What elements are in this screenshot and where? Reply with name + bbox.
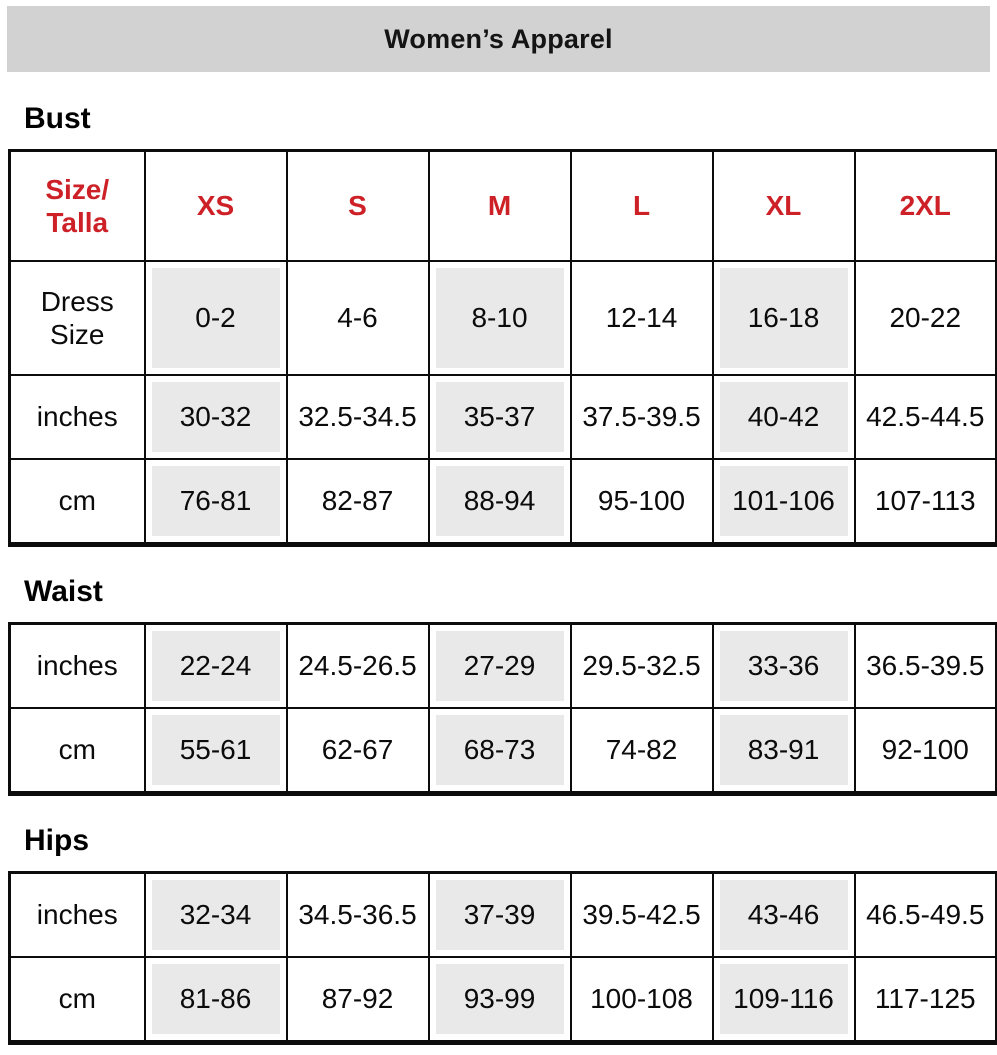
value-cell: 12-14: [571, 261, 713, 375]
row-label: Dress Size: [10, 261, 145, 375]
value-cell: 30-32: [145, 375, 287, 459]
size-chart-page: [0, 6, 997, 1045]
value-cell: 81-86: [145, 957, 287, 1043]
value-cell: 8-10: [429, 261, 571, 375]
value-cell: 93-99: [429, 957, 571, 1043]
value-cell: 39.5-42.5: [571, 873, 713, 958]
value-cell: 4-6: [287, 261, 429, 375]
value-cell: 0-2: [145, 261, 287, 375]
section-heading-hips: Hips: [24, 824, 90, 857]
value-cell: 95-100: [571, 459, 713, 545]
section-heading-bust: Bust: [24, 102, 91, 135]
value-cell: 100-108: [571, 957, 713, 1043]
value-cell: 68-73: [429, 708, 571, 794]
value-cell: 36.5-39.5: [855, 624, 997, 709]
waist-size-table: [8, 622, 997, 796]
value-cell: 92-100: [855, 708, 997, 794]
value-cell: 24.5-26.5: [287, 624, 429, 709]
waist-row-cm: [10, 708, 997, 794]
value-cell: 107-113: [855, 459, 997, 545]
size-talla-header-cell: [10, 151, 145, 262]
value-cell: 33-36: [713, 624, 855, 709]
size-column-header-l: L: [571, 151, 713, 262]
size-column-header-2xl: 2XL: [855, 151, 997, 262]
size-column-header-s: S: [287, 151, 429, 262]
size-column-header-m: M: [429, 151, 571, 262]
value-cell: 88-94: [429, 459, 571, 545]
bust-size-table: [8, 149, 997, 547]
value-cell: 32.5-34.5: [287, 375, 429, 459]
value-cell: 34.5-36.5: [287, 873, 429, 958]
value-cell: 117-125: [855, 957, 997, 1043]
size-column-header-xl: XL: [713, 151, 855, 262]
hips-row-inches: [10, 873, 997, 958]
value-cell: 101-106: [713, 459, 855, 545]
value-cell: 35-37: [429, 375, 571, 459]
value-cell: 109-116: [713, 957, 855, 1043]
value-cell: 83-91: [713, 708, 855, 794]
size-talla-line: Talla: [46, 207, 109, 238]
row-label: cm: [10, 708, 145, 794]
size-header-row: [10, 151, 997, 262]
title-bar: [7, 6, 990, 72]
hips-size-table: [8, 871, 997, 1045]
bust-row-inches: [10, 375, 997, 459]
row-label: cm: [10, 957, 145, 1043]
value-cell: 40-42: [713, 375, 855, 459]
size-talla-line: Size/: [45, 173, 110, 205]
value-cell: 20-22: [855, 261, 997, 375]
value-cell: 37-39: [429, 873, 571, 958]
value-cell: 46.5-49.5: [855, 873, 997, 958]
row-label: inches: [10, 873, 145, 958]
value-cell: 16-18: [713, 261, 855, 375]
value-cell: 55-61: [145, 708, 287, 794]
value-cell: 37.5-39.5: [571, 375, 713, 459]
value-cell: 22-24: [145, 624, 287, 709]
value-cell: 27-29: [429, 624, 571, 709]
size-column-header-xs: XS: [145, 151, 287, 262]
value-cell: 62-67: [287, 708, 429, 794]
page-title: Women’s Apparel: [384, 23, 613, 54]
size-chart-sections: [0, 102, 997, 1045]
value-cell: 29.5-32.5: [571, 624, 713, 709]
value-cell: 76-81: [145, 459, 287, 545]
row-label: inches: [10, 375, 145, 459]
section-heading-waist: Waist: [24, 575, 103, 608]
value-cell: 43-46: [713, 873, 855, 958]
value-cell: 32-34: [145, 873, 287, 958]
bust-row-cm: [10, 459, 997, 545]
row-label: cm: [10, 459, 145, 545]
hips-row-cm: [10, 957, 997, 1043]
row-label: inches: [10, 624, 145, 709]
value-cell: 82-87: [287, 459, 429, 545]
value-cell: 87-92: [287, 957, 429, 1043]
waist-row-inches: [10, 624, 997, 709]
value-cell: 42.5-44.5: [855, 375, 997, 459]
bust-row-dress-size: [10, 261, 997, 375]
value-cell: 74-82: [571, 708, 713, 794]
